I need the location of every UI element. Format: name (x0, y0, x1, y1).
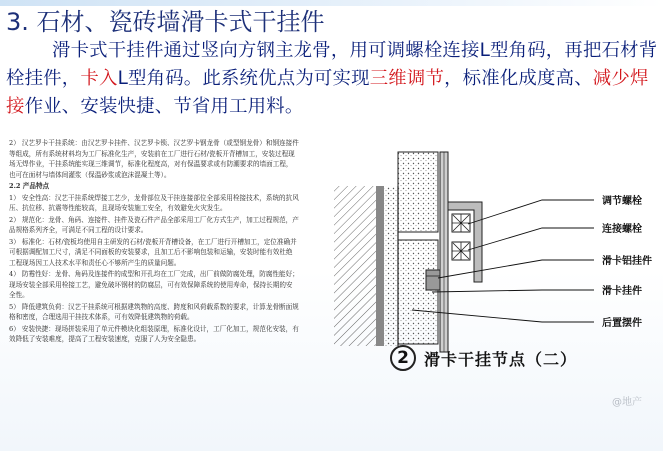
intro-text-1: 滑卡式干挂件通过竖向方钢主龙骨，用可调螺栓连接L型角码，再把石材背栓挂件， (6, 40, 658, 89)
label-slide-hanger: 滑卡挂件 (602, 286, 642, 297)
aluminum-hanger (426, 270, 440, 290)
doc-point-5: 5） 降低建筑负荷：汉艺干挂系统可根据建筑物的高度、跨度和风荷载系数的要求，计算龙骨断面规格和密度，合理选用干挂技术体系，可有效降低建筑物的荷载。 (9, 302, 299, 321)
slide-title: 3. 石材、瓷砖墙滑卡式干挂件 (6, 8, 325, 36)
doc-point-3: 3） 标准化：石材/瓷板均使用自主研发的石材/瓷板开背槽设备，在工厂进行开槽加工，定位准确并可根据调配加工尺寸，满足不同面板的安装要求，且加工后不影响包装和运输，安装时能有效杜绝工程现场因工人技术水平和责任心不够所产生的质量问题。 (9, 237, 297, 267)
intro-highlight-3d-adjust: 三维调节 (369, 68, 445, 89)
leader-lines (412, 200, 594, 322)
doc-section-heading: 2.2 产品特点 (9, 182, 50, 190)
doc-item-2: 2） 汉艺罗卡干挂系统：由汉艺罗卡挂件、汉艺罗卡锁、汉艺罗卡钢龙骨（或型钢龙骨）和钢连接件等组成，所有系统材料均为工厂标准化生产，安装前在工厂进行石材/瓷板开背槽加工，安装过程现场无焊作业，干挂系统能实现三维调节，标准化程度高，对有保温要求或有防潮要求的墙面工程，也可在面材与墙体间灌浆（保温砂浆或泡沫混凝土等）。 (9, 139, 299, 179)
drawing-caption (390, 340, 630, 376)
intro-highlight-snap-in: 卡入 (80, 68, 118, 89)
intro-paragraph (6, 37, 661, 121)
label-connect-bolt: 连接螺栓 (602, 224, 642, 235)
caption-number: 2 (390, 345, 416, 371)
header-band (0, 0, 663, 6)
intro-text-3: ，标准化成度高、 (444, 68, 593, 89)
doc-point-2: 2） 规范化：龙骨、角码、连接件、挂件及瓷石件产品全部采用工厂化方式生产，加工过程规范，产品规格系列齐全，可满足不同工程的设计要求。 (9, 215, 299, 234)
steel-keel (440, 152, 448, 352)
wall-body (334, 186, 398, 346)
caption-text: 滑卡干挂节点（二） (424, 349, 578, 369)
label-back-bolt-hanger: 后置摆件 (602, 318, 642, 329)
label-adjust-bolt: 调节螺栓 (602, 196, 642, 207)
doc-point-4: 4） 防霉性好：龙骨、角码及连接件的成型和开孔均在工厂完成，出厂前做防腐处理，防腐性能好；现场安装全部采用栓接工艺，避免破坏钢材的防腐层，可有效保障系统的使用寿命，保持长期的安全性。 (9, 270, 299, 299)
document-scan-text (9, 138, 299, 346)
doc-point-1: 1） 安全性高：汉艺干挂系统焊接工艺少，龙骨部位及干挂连接部位全部采用栓接技术，系统的抗风压、抗位移、抗震等性能较高，且现场安装施工安全，有效避免火灾发生。 (9, 193, 299, 212)
stone-panel-upper (398, 152, 438, 232)
connect-bolt-icon (452, 242, 470, 260)
intro-highlight-less-welding: 减少焊接 (6, 68, 649, 117)
watermark: @地产 (612, 397, 642, 408)
adjust-bolt-icon (452, 214, 470, 232)
label-aluminum-hanger: 滑卡铝挂件 (602, 256, 652, 267)
doc-point-6: 6） 安装快捷：现场拼装采用了单元件模块化组装原理，标准化设计，工厂化加工，规范化安装，有效降低了安装难度，提高了工程安装速度，克服了人为安全隐患。 (9, 324, 299, 343)
intro-text-4: 作业、安装快捷、节省用工用料。 (24, 96, 304, 117)
intro-text-2: L型角码。此系统优点为可实现 (117, 68, 370, 89)
